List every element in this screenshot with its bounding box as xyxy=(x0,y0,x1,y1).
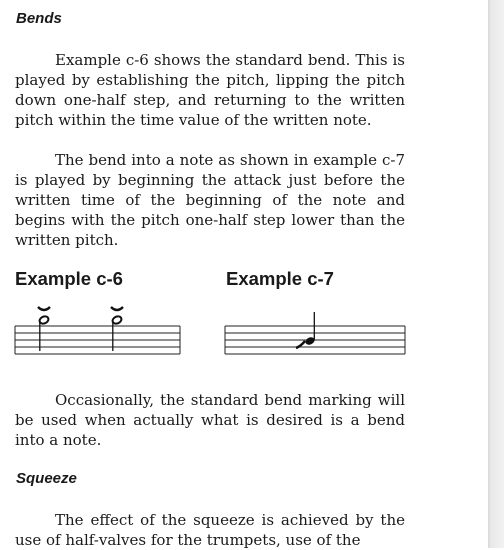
example-c6-title: Example c-6 xyxy=(15,268,123,289)
page-edge-shadow xyxy=(488,0,504,548)
music-staff-example-c7 xyxy=(224,302,408,362)
music-staff-example-c6 xyxy=(14,302,182,362)
section-heading-bends: Bends xyxy=(16,10,62,27)
example-c7-title: Example c-7 xyxy=(226,268,334,289)
paragraph-squeeze: The effect of the squeeze is achieved by the use of half-valves for the trumpets, use of the xyxy=(15,511,405,549)
paragraph-standard-bend: Example c-6 shows the standard bend. This is played by establishing the pitch, lipping the pitch down one-half step, and returning to the written pitch within the time value of the written note. xyxy=(15,51,405,129)
quarter-note-with-scoop-icon xyxy=(296,312,316,348)
half-note-with-bend-icon xyxy=(38,307,50,351)
paragraph-bend-into-note: The bend into a note as shown in example c-7 is played by beginning the attack just before the written time of the beginning of the note and begins with the pitch one-half step lower than the written pitch. xyxy=(15,151,405,249)
section-heading-squeeze: Squeeze xyxy=(16,470,77,487)
paragraph-bend-marking-note: Occasionally, the standard bend marking will be used when actually what is desired is a bend into a note. xyxy=(15,391,405,449)
half-note-with-bend-icon xyxy=(111,307,123,351)
